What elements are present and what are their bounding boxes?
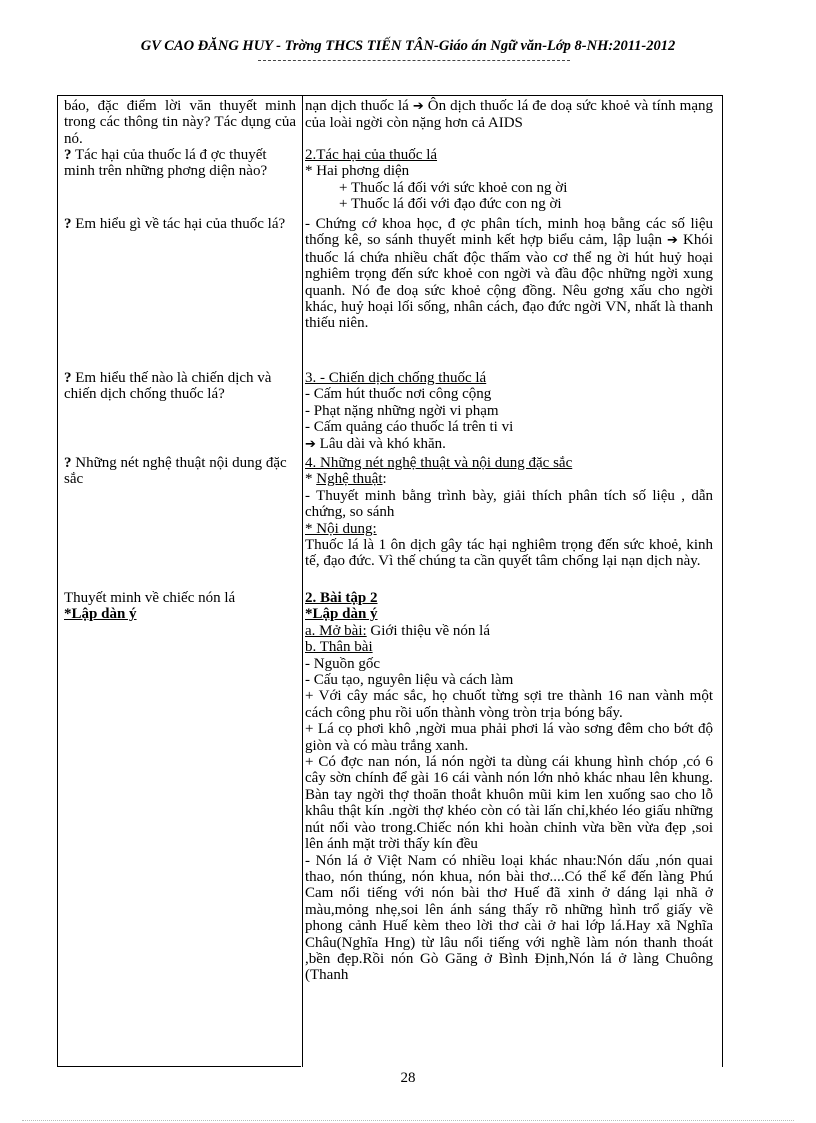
question-text	[64, 147, 296, 180]
paragraph: * Hai phơng diện	[305, 163, 410, 180]
paragraph: b. Thân bài	[305, 639, 373, 656]
arrow-right-icon: ➔	[667, 233, 678, 249]
question-mark: ?	[64, 370, 72, 386]
question-body: Những nét nghệ thuật nội dung đặc sắc	[64, 455, 287, 488]
question-body: Em hiểu thế nào là chiến dịch và chiến dịch chống thuốc lá?	[64, 370, 272, 403]
paragraph: - Nguồn gốc	[305, 655, 380, 672]
text: - Chứng cớ khoa học, đ ợc phân tích, minh hoạ bằng các số liệu thống kê, so sánh thuyết minh kết hợp biểu cảm, lập luận	[305, 216, 713, 249]
arrow-right-icon: ➔	[412, 99, 424, 114]
page-bottom-rule	[22, 1120, 794, 1121]
paragraph: + Với cây mác sắc, họ chuốt từng sợi tre thành 16 nan vành một cách công phu rồi uốn thành vòng tròn trịa bóng bẩy.	[305, 688, 713, 721]
text: Nghệ thuật	[316, 471, 383, 488]
text: :	[382, 471, 387, 488]
text: a. Mở bài:	[305, 622, 367, 639]
text: Giới thiệu về nón lá	[366, 622, 490, 639]
text: nạn dịch thuốc lá	[305, 98, 409, 114]
paragraph	[305, 471, 713, 487]
question-mark: ?	[64, 147, 72, 163]
section-heading: 2.Tác hại của thuốc lá	[305, 147, 438, 163]
paragraph: - Cấm quảng cáo thuốc lá trên ti vi	[305, 419, 514, 436]
paragraph: + Thuốc lá đối với đạo đức con ng ời	[339, 196, 562, 213]
text: Khói thuốc lá chứa nhiều chất độc thấm vào cơ thể ng ời hút huỷ hoại nghiêm trọng đến sức khoẻ con ngời và đầu độc những ngời xung quanh. Nó đe doạ sức khoẻ cộng đồng. Nêu gơng xấu cho ngời khác, huỷ hoại lối sống, nhân cách, đạo đức ngời VN, nhất là thanh thiếu niên.	[305, 232, 714, 332]
arrow-right-icon: ➔	[305, 436, 316, 452]
paragraph: - Phạt nặng những ngời vi phạm	[305, 402, 499, 419]
paragraph: + Lá cọ phơi khô ,ngời mua phải phơi lá vào sơng đêm cho bớt độ giòn và có màu trắng xanh.	[305, 721, 713, 754]
outline-label: *Lập dàn ý	[64, 606, 137, 623]
question-mark: ?	[64, 455, 72, 471]
question-text	[64, 370, 296, 403]
header-divider	[258, 60, 570, 61]
right-cell-6	[305, 590, 713, 984]
left-cell-5	[64, 455, 296, 488]
paragraph	[305, 216, 713, 332]
paragraph: - Cấm hút thuốc nơi công cộng	[305, 386, 492, 403]
text: Ôn dịch thuốc lá đe doạ sức khoẻ và tính mạng của loài ngời còn nặng hơn cả AIDS	[305, 98, 714, 132]
question-text	[64, 216, 296, 232]
question-text	[64, 455, 296, 488]
left-cell-1	[64, 98, 296, 147]
right-cell-1	[305, 98, 713, 132]
section-heading: 4. Những nét nghệ thuật và nội dung đặc sắc	[305, 455, 573, 471]
question-body: Tác hại của thuốc lá đ ợc thuyết minh trên những phơng diện nào?	[64, 147, 268, 180]
exercise-heading: 2. Bài tập 2	[305, 590, 378, 606]
question-text: báo, đặc điểm lời văn thuyết minh trong các thông tin này? Tác dụng của nó.	[64, 98, 296, 147]
paragraph	[305, 436, 713, 453]
left-column-bottom-border	[57, 1066, 301, 1067]
paragraph: + Thuốc lá đối với sức khoẻ con ng ời	[339, 179, 568, 196]
page-header: GV CAO ĐĂNG HUY - Trờng THCS TIẾN TÂN-Giáo án Ngữ văn-Lớp 8-NH:2011-2012	[140, 38, 676, 54]
section-heading: 3. - Chiến dịch chống thuốc lá	[305, 370, 487, 386]
left-cell-4	[64, 370, 296, 403]
paragraph: - Nón lá ở Việt Nam có nhiều loại khác nhau:Nón dấu ,nón quai thao, nón thúng, nón khua, nón bài thơ....Có thể kể đến làng Phú Cam nổi tiếng với nón bài thơ Huế đã xinh ở dáng lại nhã ở màu,mỏng nhẹ,soi lên ánh sáng thấy rõ những hình trổ giấy về phong cảnh Huế kèm theo lời thơ cài ở hai lớp lá.Hay xã Nghĩa Châu(Nghĩa Hng) từ lâu nổi tiếng với nghề làm nón thanh thoát ,bền đẹp.Rồi nón Gò Găng ở Bình Định,Nón lá ở làng Chuông (Thanh	[305, 852, 713, 984]
question-body: Em hiểu gì về tác hại của thuốc lá?	[71, 216, 286, 232]
exercise-title: Thuyết minh về chiếc nón lá	[64, 590, 236, 606]
paragraph	[305, 98, 713, 132]
outline-heading: *Lập dàn ý	[305, 606, 378, 623]
right-cell-5	[305, 455, 713, 570]
paragraph: + Có đợc nan nón, lá nón ngời ta dùng cái khung hình chóp ,có 6 cây sờn chính để gài 16 cái vành nón lớn nhỏ khác nhau lên khung. Bàn tay ngời thợ thoăn thoắt khuôn mũi kim len xuống sao cho lỗ khâu thật kín .ngời thợ khéo còn có tài lấn chỉ,khéo léo giấu những nút nối vào trong.Chiếc nón khi hoàn chỉnh vừa bền vừa đẹp ,soi lên ánh mặt trời thấy kín đều	[305, 754, 713, 853]
left-cell-3	[64, 216, 296, 232]
right-cell-2	[305, 147, 713, 213]
column-divider	[302, 96, 303, 1067]
text: *	[305, 471, 317, 488]
page-number: 28	[400, 1070, 416, 1086]
paragraph: * Nội dung:	[305, 520, 377, 537]
text: Lâu dài và khó khăn.	[315, 435, 446, 452]
right-cell-3	[305, 216, 713, 332]
right-cell-4	[305, 370, 713, 453]
paragraph: - Thuyết minh bằng trình bày, giải thích phân tích số liệu , dẫn chứng, so sánh	[305, 487, 713, 521]
paragraph	[305, 623, 713, 639]
paragraph: - Cấu tạo, nguyên liệu và cách làm	[305, 672, 514, 689]
left-cell-2	[64, 147, 296, 180]
left-cell-6	[64, 590, 296, 623]
question-mark: ?	[64, 216, 72, 232]
paragraph: Thuốc lá là 1 ôn dịch gây tác hại nghiêm trọng đến sức khoẻ, kinh tế, đạo đức. Vì thế chúng ta cần quyết tâm chống lại nạn dịch này.	[305, 537, 713, 570]
